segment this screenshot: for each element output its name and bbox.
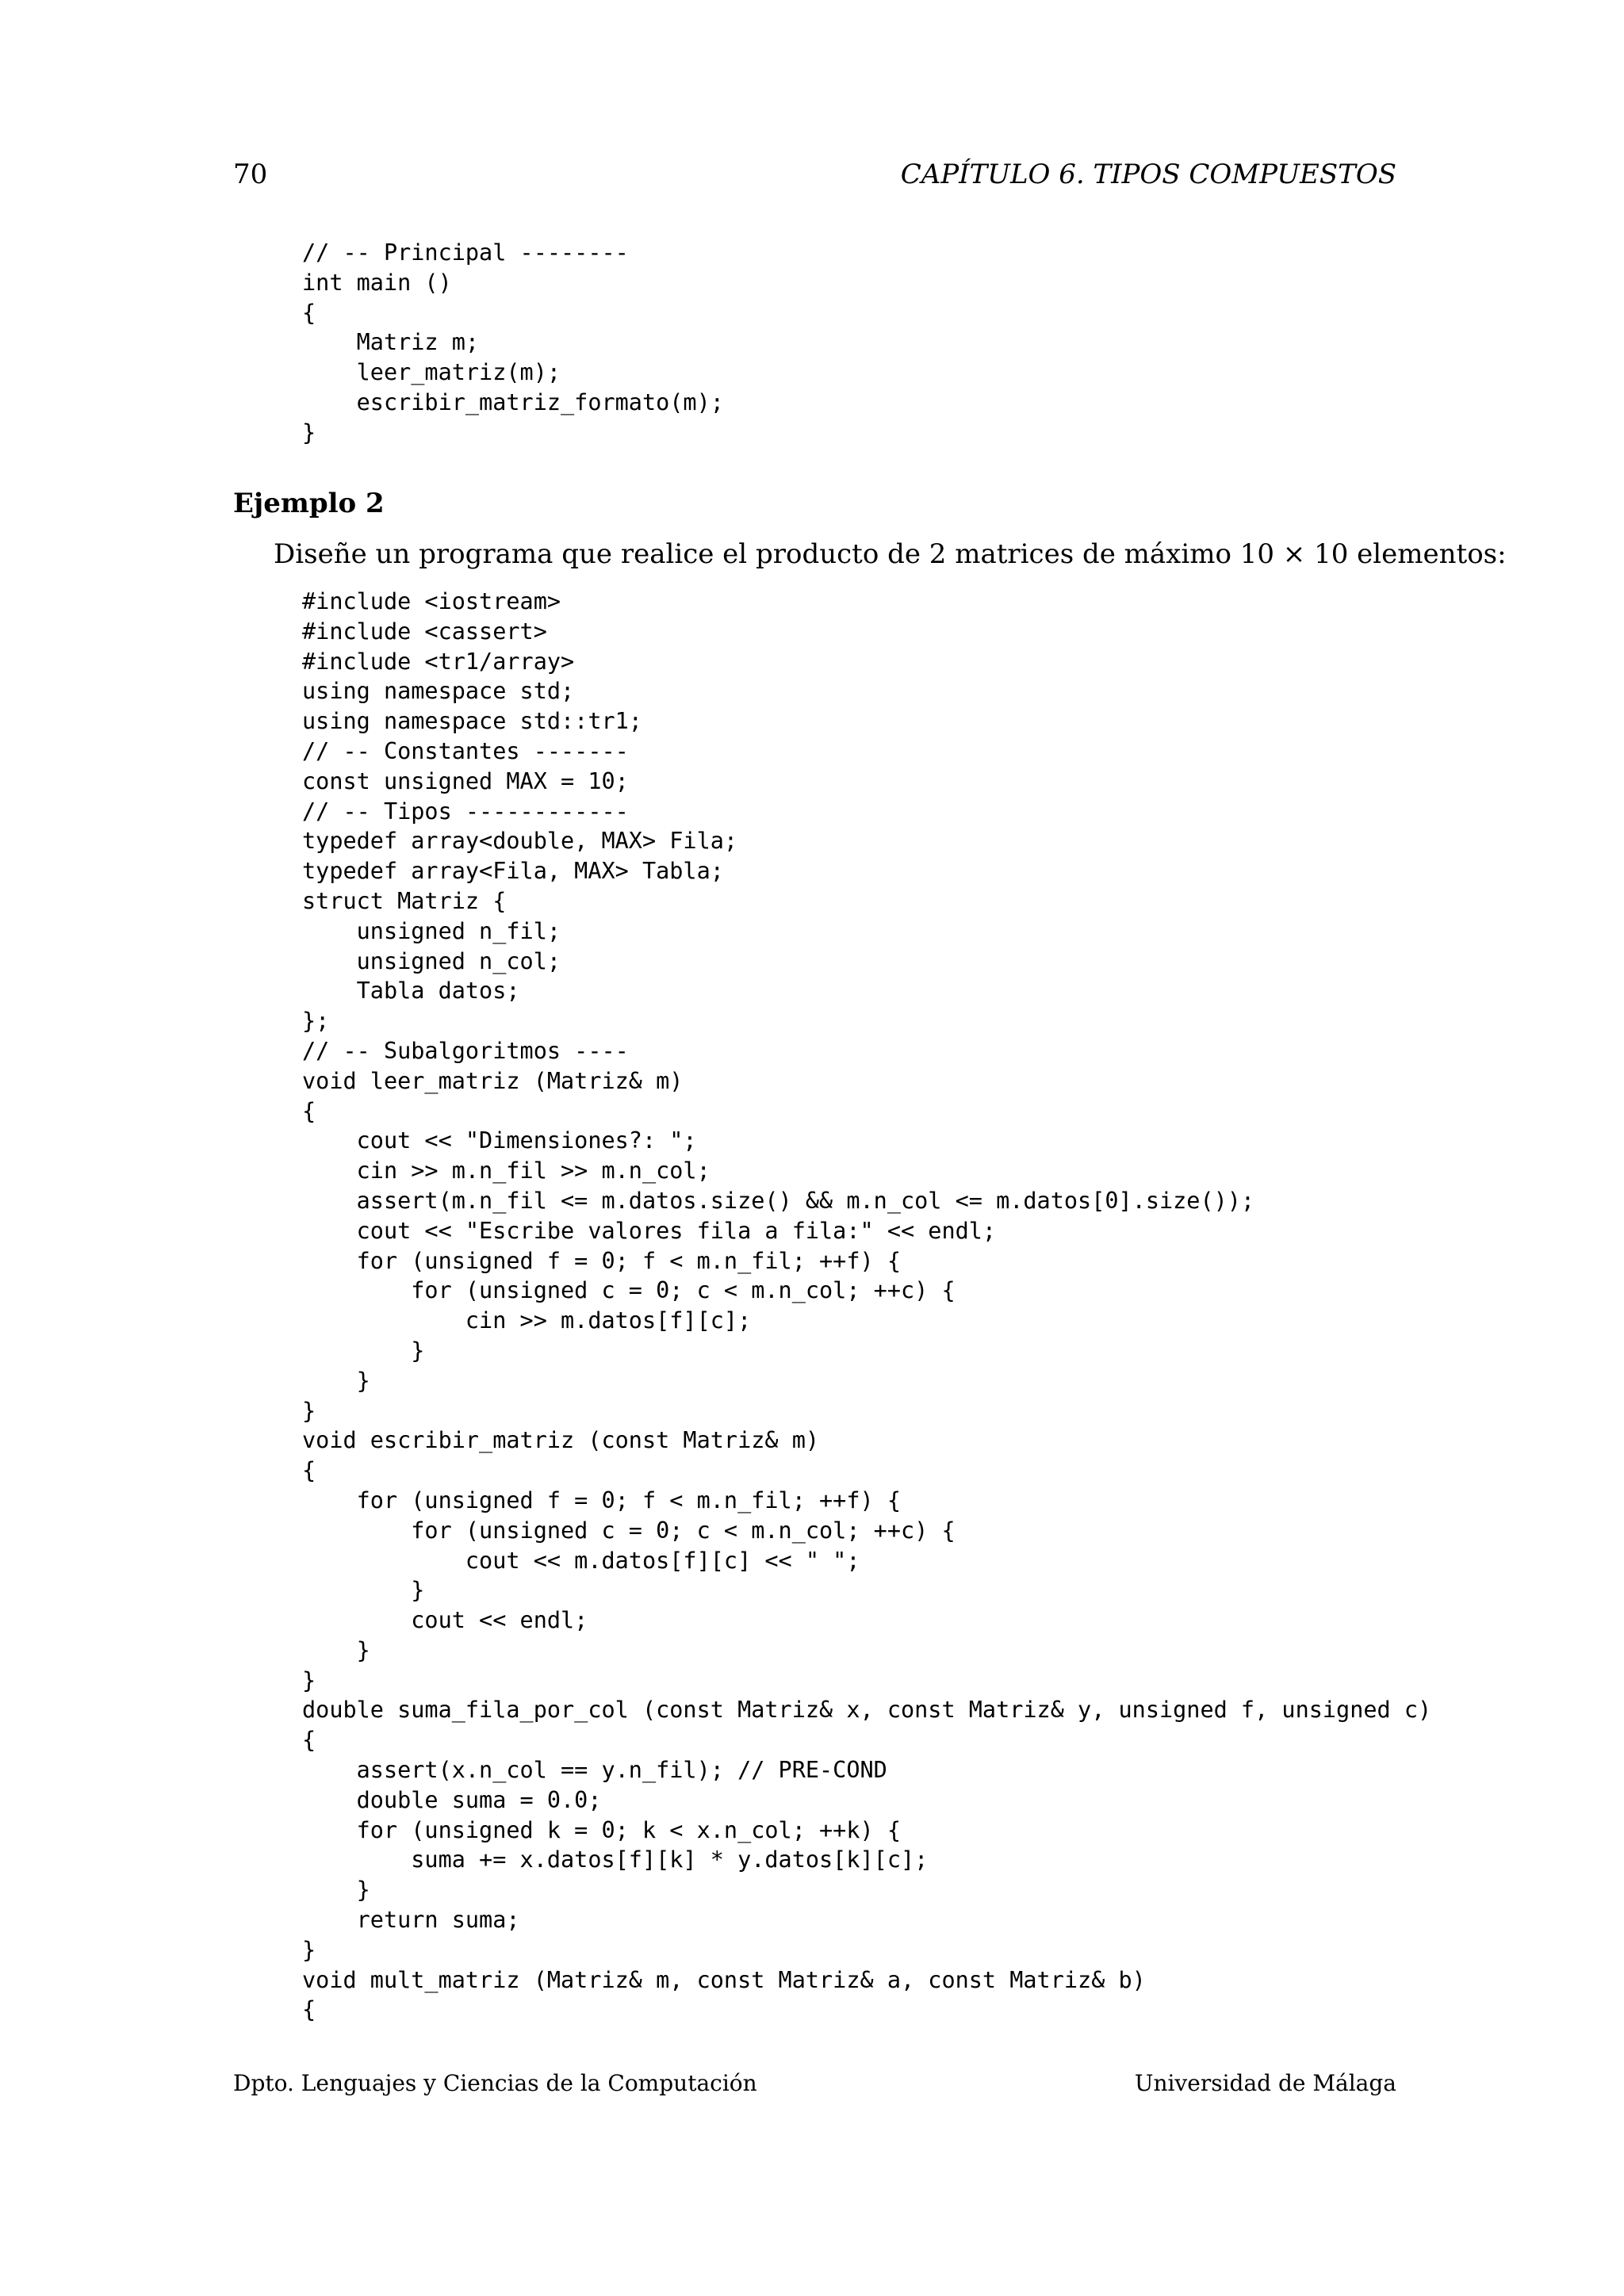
code-line: suma += x.datos[f][k] * y.datos[k][c]; (302, 1846, 929, 1873)
code-line: { (302, 1727, 316, 1754)
code-line: using namespace std::tr1; (302, 708, 642, 735)
code-line: struct Matriz { (302, 887, 507, 914)
code-line: for (unsigned c = 0; c < m.n_col; ++c) { (302, 1517, 956, 1544)
code-line: const unsigned MAX = 10; (302, 767, 629, 794)
code-line: } (302, 1397, 316, 1424)
code-line: typedef array<Fila, MAX> Tabla; (302, 858, 724, 885)
code-line: } (302, 1337, 425, 1364)
code-line: double suma_fila_por_col (const Matriz& x, const Matriz& y, unsigned f, unsigned c) (302, 1697, 1432, 1724)
code-line: } (302, 1577, 425, 1604)
code-line: escribir_matriz_formato(m); (302, 388, 724, 415)
code-line: return suma; (302, 1907, 520, 1934)
code-line: } (302, 1667, 316, 1693)
chapter-title: CAPÍTULO 6. TIPOS COMPUESTOS (900, 159, 1396, 190)
code-line: // -- Tipos ------------ (302, 798, 629, 825)
code-line: #include <iostream> (302, 588, 561, 614)
code-line: #include <cassert> (302, 618, 547, 645)
footer-department: Dpto. Lenguajes y Ciencias de la Computación (233, 2070, 757, 2096)
code-line: cout << m.datos[f][c] << " "; (302, 1547, 860, 1574)
code-line: void escribir_matriz (const Matriz& m) (302, 1427, 820, 1454)
code-line: } (302, 1936, 316, 1963)
code-line: { (302, 1457, 316, 1484)
code-line: } (302, 1636, 370, 1663)
code-line: assert(x.n_col == y.n_fil); // PRE-COND (302, 1757, 887, 1784)
code-line: Matriz m; (302, 329, 480, 356)
code-block-principal (302, 238, 724, 448)
code-line: unsigned n_fil; (302, 917, 561, 944)
section-heading: Ejemplo 2 (233, 488, 385, 519)
code-line: for (unsigned c = 0; c < m.n_col; ++c) { (302, 1277, 956, 1304)
code-line: int main () (302, 269, 452, 296)
code-line: Tabla datos; (302, 978, 520, 1004)
code-line: { (302, 1097, 316, 1124)
code-line: cin >> m.datos[f][c]; (302, 1307, 752, 1334)
code-block-matrix-product (302, 587, 1431, 2025)
code-line: for (unsigned k = 0; k < x.n_col; ++k) { (302, 1816, 901, 1843)
code-line: void leer_matriz (Matriz& m) (302, 1067, 684, 1094)
code-line: } (302, 1367, 370, 1394)
code-line: } (302, 1877, 370, 1904)
code-line: void mult_matriz (Matriz& m, const Matriz& a, const Matriz& b) (302, 1966, 1146, 1993)
footer-university: Universidad de Málaga (1134, 2070, 1396, 2096)
code-line: } (302, 419, 316, 446)
code-line: { (302, 299, 316, 326)
section-description: Diseñe un programa que realice el producto de 2 matrices de máximo 10 × 10 elementos: (274, 538, 1507, 570)
code-line: }; (302, 1008, 330, 1035)
code-line: for (unsigned f = 0; f < m.n_fil; ++f) { (302, 1487, 901, 1513)
code-line: { (302, 1996, 316, 2023)
code-line: // -- Subalgoritmos ---- (302, 1037, 629, 1064)
code-line: cout << endl; (302, 1607, 588, 1634)
code-line: cout << "Dimensiones?: "; (302, 1127, 697, 1154)
code-line: for (unsigned f = 0; f < m.n_fil; ++f) { (302, 1247, 901, 1274)
code-line: // -- Constantes ------- (302, 737, 629, 764)
code-line: typedef array<double, MAX> Fila; (302, 828, 738, 855)
code-line: cin >> m.n_fil >> m.n_col; (302, 1158, 710, 1184)
code-line: assert(m.n_fil <= m.datos.size() && m.n_col <= m.datos[0].size()); (302, 1187, 1255, 1214)
code-line: double suma = 0.0; (302, 1786, 602, 1813)
code-line: using namespace std; (302, 678, 575, 705)
page-number: 70 (233, 159, 268, 190)
code-line: // -- Principal -------- (302, 239, 629, 266)
code-line: #include <tr1/array> (302, 648, 575, 675)
code-line: cout << "Escribe valores fila a fila:" << endl; (302, 1217, 997, 1244)
code-line: unsigned n_col; (302, 947, 561, 974)
code-line: leer_matriz(m); (302, 359, 561, 386)
